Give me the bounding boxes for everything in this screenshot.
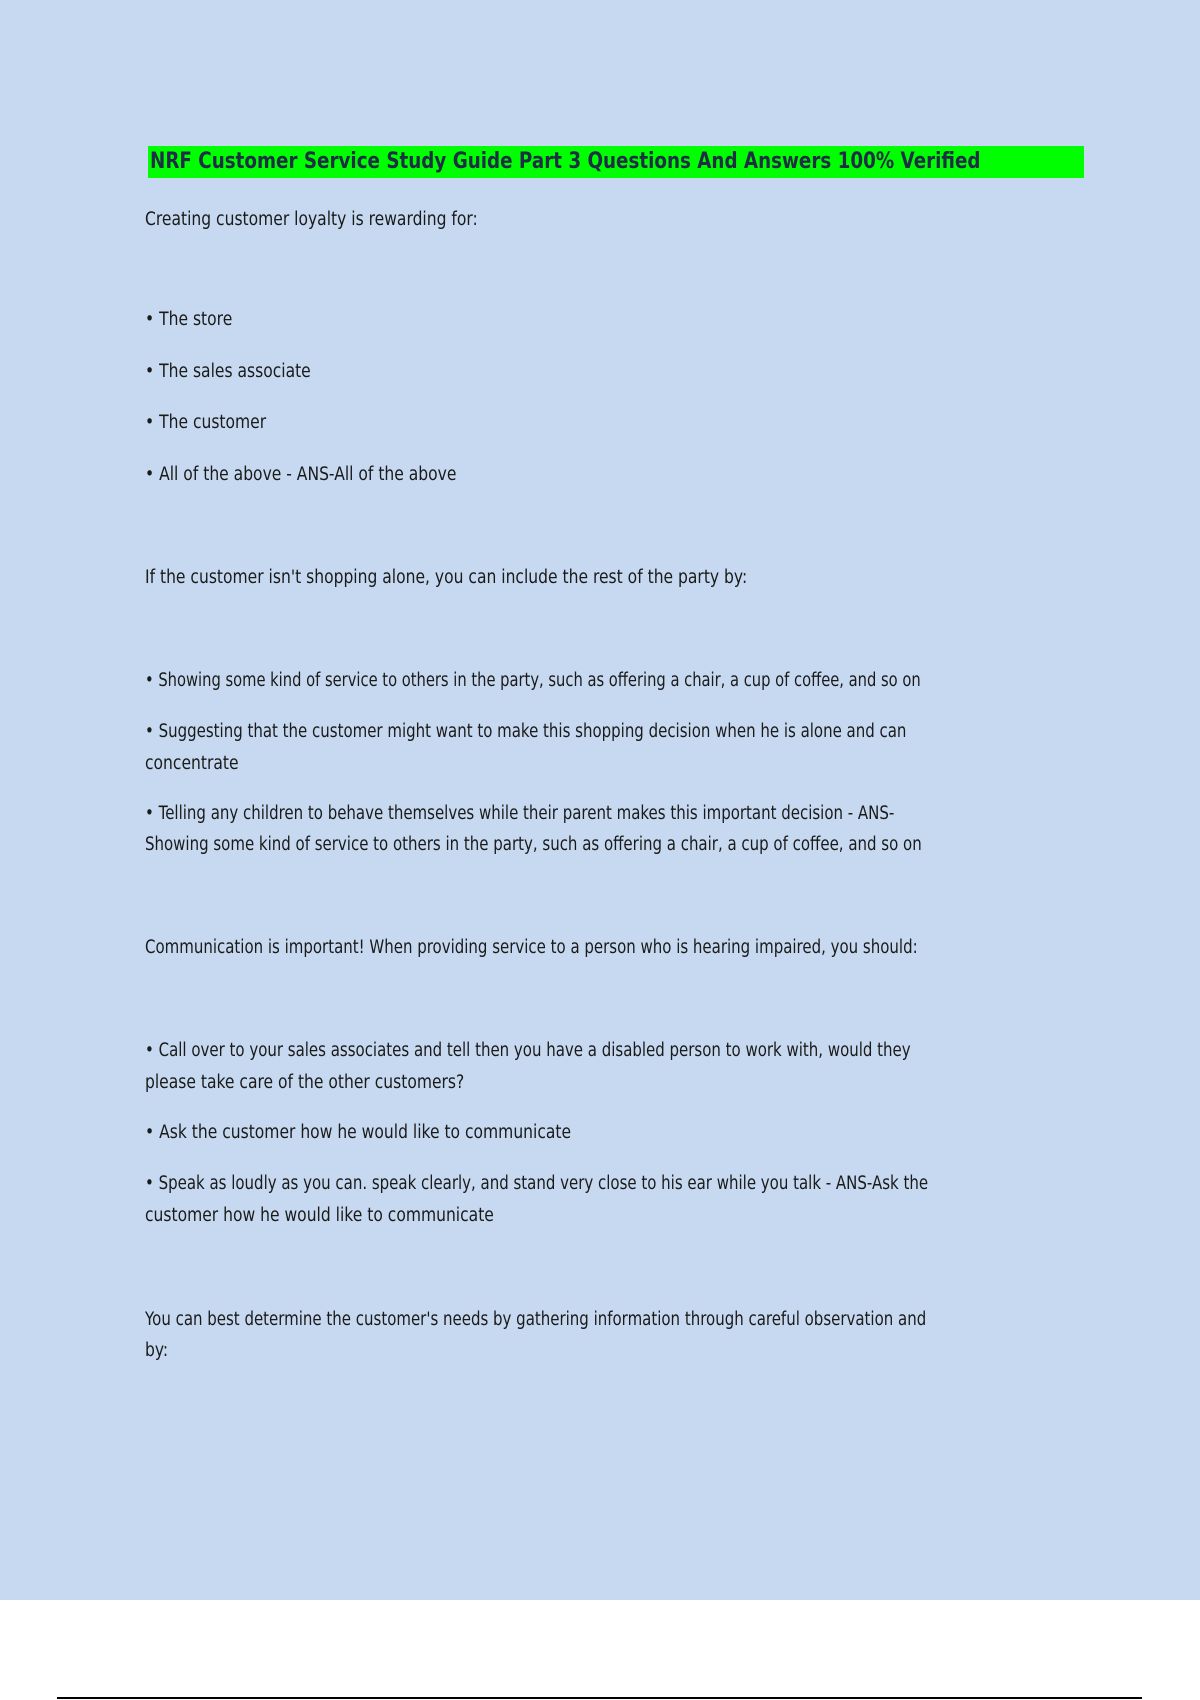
document-title: NRF Customer Service Study Guide Part 3 Questions And Answers 100% Verified <box>150 149 981 174</box>
title-highlight <box>148 146 1084 178</box>
question-3-option-2: • Ask the customer how he would like to communicate <box>145 1122 572 1143</box>
question-1-option-4: • All of the above - ANS-All of the above <box>145 464 457 485</box>
question-3-option-3: • Speak as loudly as you can. speak clearly, and stand very close to his ear while you talk - ANS-Ask the <box>145 1173 929 1194</box>
question-3-option-1-cont: please take care of the other customers? <box>145 1072 465 1093</box>
question-4-prompt-cont: by: <box>145 1340 169 1361</box>
question-2-option-2-cont: concentrate <box>145 753 239 774</box>
question-2-prompt: If the customer isn't shopping alone, you can include the rest of the party by: <box>145 567 748 588</box>
question-1-option-1: • The store <box>145 309 233 330</box>
question-3-answer: customer how he would like to communicate <box>145 1205 494 1226</box>
footer-rule <box>57 1697 1142 1699</box>
question-2-option-3: • Telling any children to behave themselves while their parent makes this important decision - ANS- <box>145 803 895 824</box>
question-3-prompt: Communication is important! When providing service to a person who is hearing impaired, you should: <box>145 937 918 958</box>
question-3-option-1: • Call over to your sales associates and tell then you have a disabled person to work with, would they <box>145 1040 911 1061</box>
question-1-option-2: • The sales associate <box>145 361 311 382</box>
question-1-prompt: Creating customer loyalty is rewarding for: <box>145 209 478 230</box>
question-2-option-2: • Suggesting that the customer might want to make this shopping decision when he is alone and can <box>145 721 907 742</box>
question-1-option-3: • The customer <box>145 412 267 433</box>
question-2-answer: Showing some kind of service to others in the party, such as offering a chair, a cup of coffee, and so on <box>145 834 922 855</box>
question-2-option-1: • Showing some kind of service to others in the party, such as offering a chair, a cup of coffee, and so on <box>145 670 921 691</box>
question-4-prompt: You can best determine the customer's needs by gathering information through careful observation and <box>145 1309 927 1330</box>
